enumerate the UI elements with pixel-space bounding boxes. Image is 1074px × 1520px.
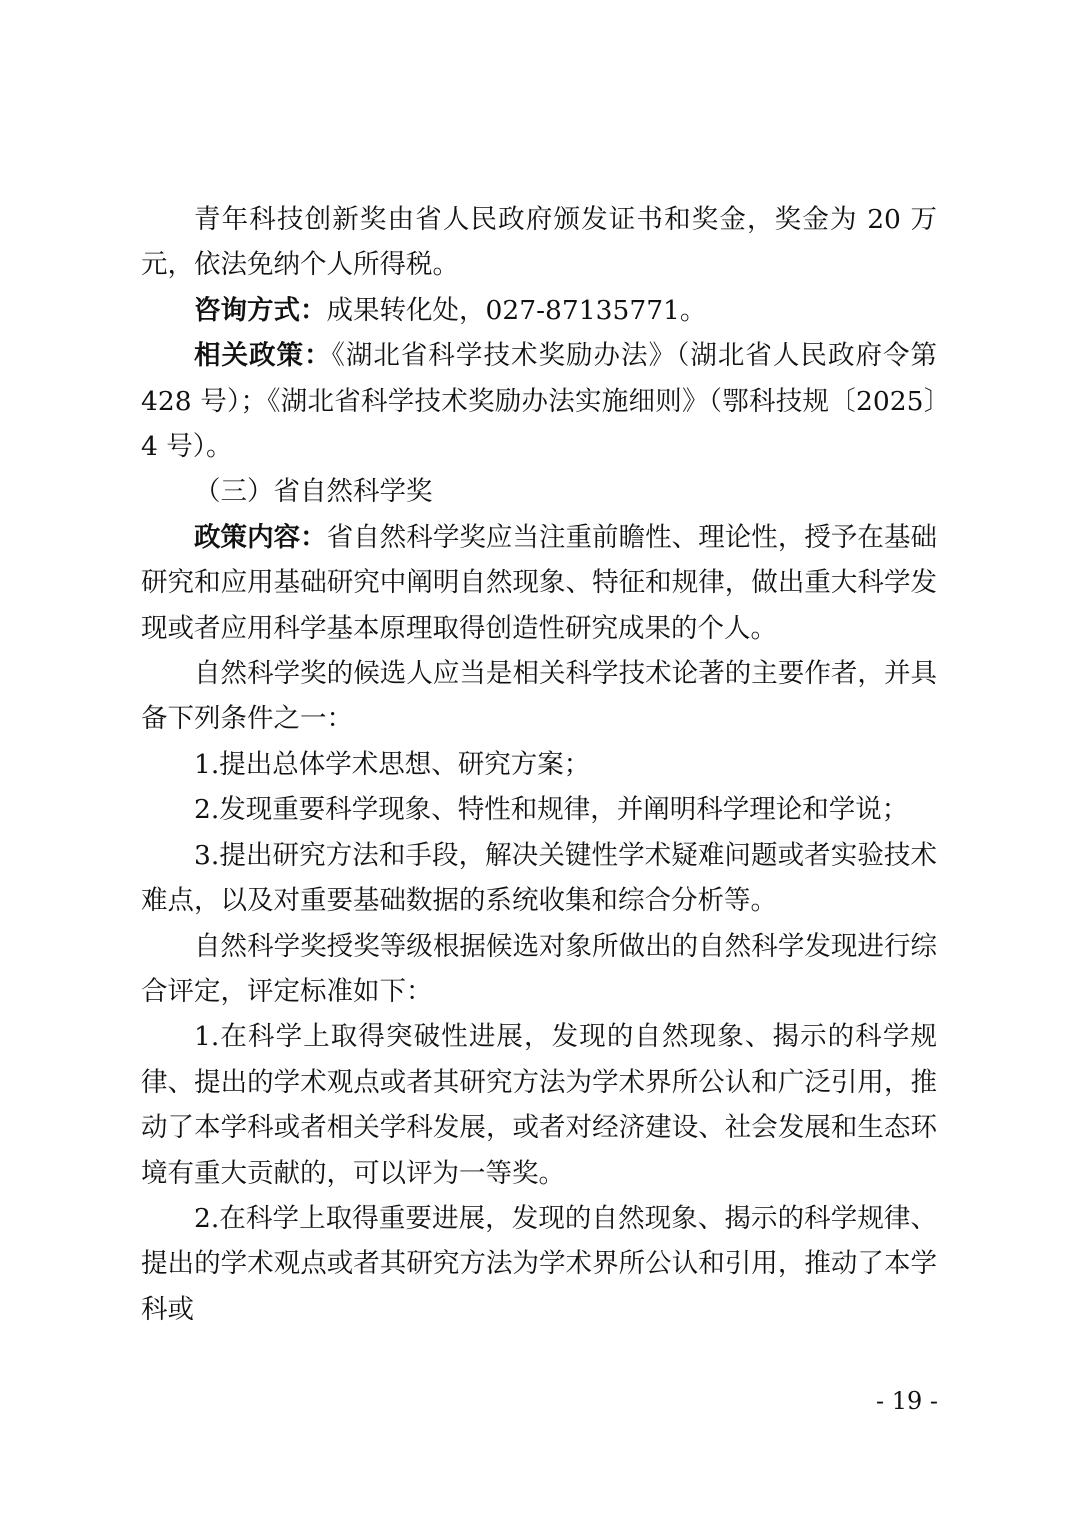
- paragraph-related-policy: 相关政策：《湖北省科学技术奖励办法》（湖北省人民政府令第 428 号）；《湖北省科学技术奖励办法实施细则》（鄂科技规〔2025〕4 号）。: [141, 340, 938, 463]
- list-item-grade-2: 2.在科学上取得重要进展，发现的自然现象、揭示的科学规律、提出的学术观点或者其研究方法为学术界所公认和引用，推动了本学科或: [141, 1202, 937, 1325]
- list-item-condition-2: 2.发现重要科学现象、特性和规律，并阐明科学理论和学说；: [194, 794, 909, 826]
- paragraph-grading-intro: 自然科学奖授奖等级根据候选对象所做出的自然科学发现进行综合评定，评定标准如下：: [141, 930, 937, 1007]
- paragraph-consultation: 咨询方式：成果转化处，027-87135771。: [194, 294, 707, 326]
- page-number: - 19 -: [875, 1387, 938, 1415]
- list-item-condition-3: 3.提出研究方法和手段，解决关键性学术疑难问题或者实验技术难点，以及对重要基础数据的系统收集和综合分析等。: [141, 839, 937, 917]
- consultation-label: 咨询方式：: [194, 294, 327, 326]
- list-item-condition-1: 1.提出总体学术思想、研究方案；: [194, 748, 591, 780]
- section-heading: （三）省自然科学奖: [194, 476, 433, 508]
- related-policy-label: 相关政策：: [194, 340, 332, 372]
- paragraph-award-certificate: 青年科技创新奖由省人民政府颁发证书和奖金，奖金为 20 万元，依法免纳个人所得税。: [141, 204, 937, 281]
- paragraph-policy-content: 政策内容：省自然科学奖应当注重前瞻性、理论性，授予在基础研究和应用基础研究中阐明自然现象、特征和规律，做出重大科学发现或者应用科学基本原理取得创造性研究成果的个人。: [141, 521, 938, 644]
- document-body: [141, 197, 937, 1332]
- list-item-grade-1: 1.在科学上取得突破性进展，发现的自然现象、揭示的科学规律、提出的学术观点或者其研究方法为学术界所公认和广泛引用，推动了本学科或者相关学科发展，或者对经济建设、社会发展和生态环境有重大贡献的，可以评为一等奖。: [141, 1021, 937, 1189]
- paragraph-candidate-conditions: 自然科学奖的候选人应当是相关科学技术论著的主要作者，并具备下列条件之一：: [141, 658, 937, 735]
- policy-content-label: 政策内容：: [194, 521, 327, 553]
